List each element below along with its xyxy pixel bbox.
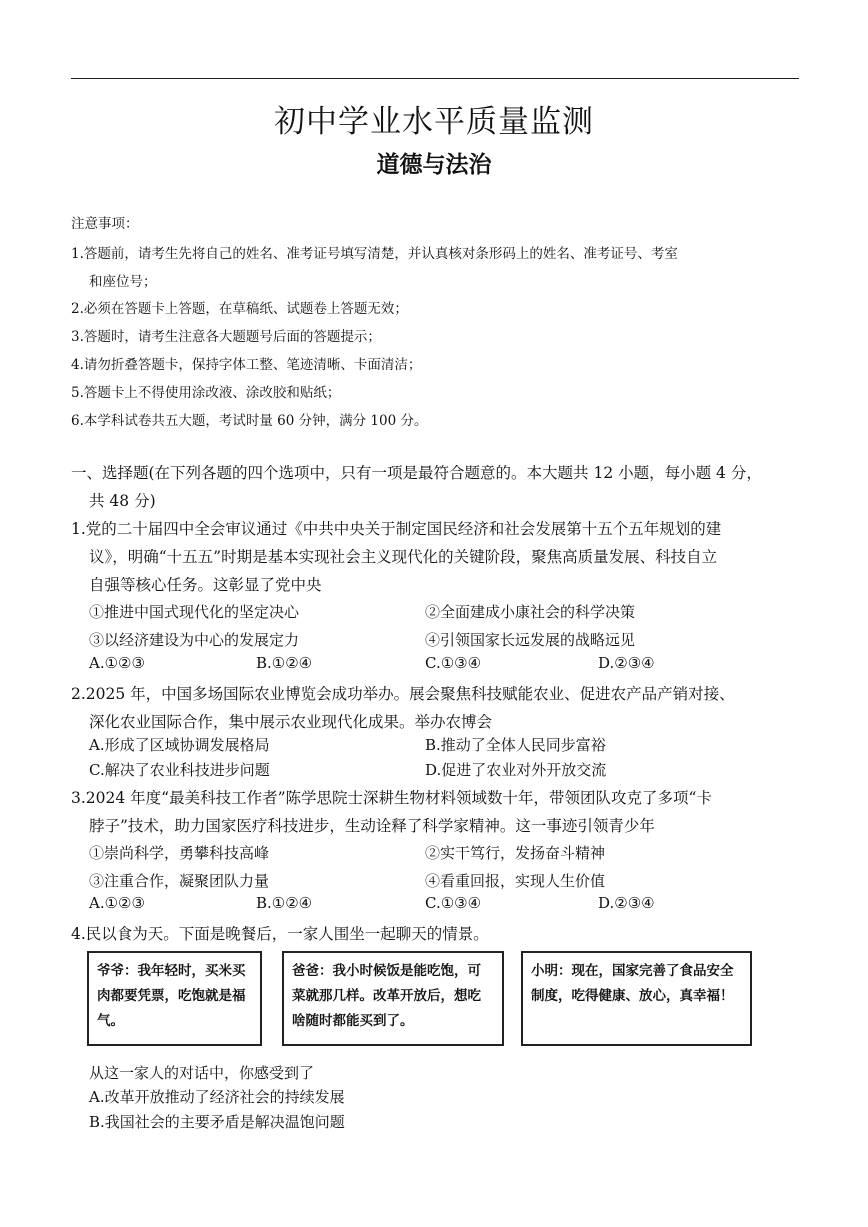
question-1-line: 1.党的二十届四中全会审议通过《中共中央关于制定国民经济和社会发展第十五个五年规划的建 <box>71 520 722 538</box>
q3-choice-b: B.①②④ <box>256 894 313 912</box>
note-item: 和座位号； <box>89 274 157 290</box>
note-item: 4.请勿折叠答题卡，保持字体工整、笔迹清晰、卡面清洁； <box>71 357 422 373</box>
q1-choice-d: D.②③④ <box>598 654 655 672</box>
question-2-line: 深化农业国际合作，集中展示农业现代化成果。举办农博会 <box>89 713 493 731</box>
question-2-line: 2.2025 年，中国多场国际农业博览会成功举办。展会聚焦科技赋能农业、促进农产品产销对接、 <box>71 685 735 703</box>
note-item: 3.答题时，请考生注意各大题题号后面的答题提示； <box>71 329 381 345</box>
top-rule <box>71 78 799 79</box>
q2-choice-d: D.促进了农业对外开放交流 <box>425 761 607 779</box>
note-item: 1.答题前，请考生先将自己的姓名、准考证号填写清楚，并认真核对条形码上的姓名、准考证号、考室 <box>71 246 678 262</box>
q2-choice-c: C.解决了农业科技进步问题 <box>89 761 270 779</box>
q1-statement: ③以经济建设为中心的发展定力 <box>89 631 300 649</box>
dialog-box-grandpa: 爷爷：我年轻时，买米买肉都要凭票，吃饱就是福气。 <box>87 951 262 1046</box>
q4-choice-b: B.我国社会的主要矛盾是解决温饱问题 <box>89 1113 345 1131</box>
q3-statement: ②实干笃行，发扬奋斗精神 <box>425 844 606 862</box>
q1-choice-c: C.①③④ <box>425 654 482 672</box>
q3-choice-c: C.①③④ <box>425 894 482 912</box>
note-item: 6.本学科试卷共五大题，考试时量 60 分钟，满分 100 分。 <box>71 413 428 429</box>
section-heading: 一、选择题(在下列各题的四个选项中，只有一项是最符合题意的。本大题共 12 小题，每小题 4 分， <box>71 464 762 482</box>
q1-statement: ②全面建成小康社会的科学决策 <box>425 603 636 621</box>
q3-statement: ①崇尚科学，勇攀科技高峰 <box>89 844 270 862</box>
question-3-line: 脖子”技术，助力国家医疗科技进步，生动诠释了科学家精神。这一事迹引领青少年 <box>89 817 655 835</box>
q1-choice-a: A.①②③ <box>89 654 145 672</box>
dialog-box-xiaoming: 小明：现在，国家完善了食品安全制度，吃得健康、放心，真幸福！ <box>521 951 752 1046</box>
q3-statement: ④看重回报，实现人生价值 <box>425 872 606 890</box>
section-heading-cont: 共 48 分) <box>89 492 156 510</box>
q3-statement: ③注重合作，凝聚团队力量 <box>89 872 270 890</box>
page-title: 初中学业水平质量监测 <box>274 104 594 140</box>
q4-prompt: 从这一家人的对话中，你感受到了 <box>89 1064 315 1082</box>
dialog-box-dad: 爸爸：我小时候饭是能吃饱，可菜就那几样。改革开放后，想吃啥随时都能买到了。 <box>282 951 504 1046</box>
q1-choice-b: B.①②④ <box>256 654 313 672</box>
question-3-line: 3.2024 年度“最美科技工作者”陈学思院士深耕生物材料领域数十年，带领团队攻克了多项“卡 <box>71 789 712 807</box>
q2-choice-a: A.形成了区域协调发展格局 <box>89 736 270 754</box>
question-4-stem: 4.民以食为天。下面是晚餐后，一家人围坐一起聊天的情景。 <box>71 925 489 943</box>
subject-title: 道德与法治 <box>376 152 492 178</box>
q4-choice-a: A.改革开放推动了经济社会的持续发展 <box>89 1088 345 1106</box>
q3-choice-a: A.①②③ <box>89 894 145 912</box>
notes-heading: 注意事项： <box>71 216 139 232</box>
q1-statement: ④引领国家长远发展的战略远见 <box>425 631 636 649</box>
q1-statement: ①推进中国式现代化的坚定决心 <box>89 603 300 621</box>
q3-choice-d: D.②③④ <box>598 894 655 912</box>
note-item: 5.答题卡上不得使用涂改液、涂改胶和贴纸； <box>71 385 341 401</box>
question-1-line: 议》，明确“十五五”时期是基本实现社会主义现代化的关键阶段，聚焦高质量发展、科技自立 <box>89 548 718 566</box>
q2-choice-b: B.推动了全体人民同步富裕 <box>425 736 606 754</box>
note-item: 2.必须在答题卡上答题，在草稿纸、试题卷上答题无效； <box>71 301 408 317</box>
question-1-line: 自强等核心任务。这彰显了党中央 <box>89 576 322 594</box>
